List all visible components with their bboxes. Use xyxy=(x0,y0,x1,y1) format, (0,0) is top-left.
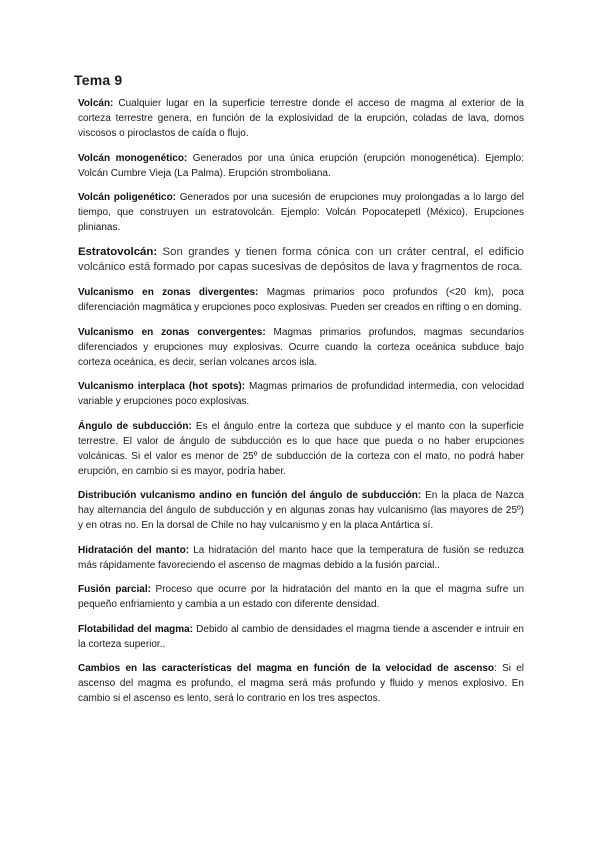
entry-text: Son grandes y tienen forma cónica con un cráter central, el edificio volcánico está formado por capas sucesivas de depósitos de lava y fragmentos de roca. xyxy=(78,245,524,273)
entry-volcan xyxy=(78,96,524,141)
entry-term: Ángulo de subducción: xyxy=(78,420,192,432)
entry-fusion-parcial xyxy=(78,582,524,612)
entry-term: Vulcanismo interplaca (hot spots): xyxy=(78,381,246,392)
page-title: Tema 9 xyxy=(74,72,123,88)
entry-term: Vulcanismo en zonas divergentes: xyxy=(78,287,259,298)
entry-text: Generados por una única erupción (erupción monogenética). Ejemplo: Volcán Cumbre Vieja (La Palma). Erupción stromboliana. xyxy=(78,152,524,179)
entry-term: Flotabilidad del magma: xyxy=(78,623,194,635)
entry-term: Volcán poligenético: xyxy=(78,192,177,203)
entry-text: Magmas primarios de profundidad intermedia, con velocidad variable y erupciones poco explosivas. xyxy=(78,381,525,407)
entry-estratovolcan xyxy=(78,245,524,276)
entry-term: Vulcanismo en zonas convergentes: xyxy=(78,326,266,338)
entry-term: Volcán monogenético: xyxy=(78,152,188,164)
entry-text: La hidratación del manto hace que la temperatura de fusión se reduzca más rápidamente favoreciendo el ascenso de magmas debido a la fusión parcial.. xyxy=(78,544,524,571)
entry-text: : Si el ascenso del magma es profundo, el magma será más profundo y fluido y menos explosivo. En cambio si el ascenso es lento, será lo contrario en los tres aspectos. xyxy=(78,663,525,704)
entry-hidratacion-manto xyxy=(78,543,524,573)
entry-term: Volcán: xyxy=(78,98,114,109)
entry-text: Cualquier lugar en la superficie terrestre donde el acceso de magma al exterior de la corteza terrestre genera, en función de la explosividad de la erupción, coladas de lava, domos viscosos o piroclastos de caída o flujo. xyxy=(78,98,524,139)
entry-volcan-poligenetico xyxy=(78,190,524,235)
entry-zonas-divergentes xyxy=(78,285,524,315)
entry-term: Distribución vulcanismo andino en función del ángulo de subducción: xyxy=(78,490,422,501)
entry-term: Hidratación del manto: xyxy=(78,544,190,556)
entry-zonas-convergentes xyxy=(78,325,524,370)
entry-term: Cambios en las características del magma en función de la velocidad de ascenso xyxy=(78,663,495,674)
entry-volcan-monogenetico xyxy=(78,151,524,181)
entry-distribucion-andino xyxy=(78,488,524,533)
entry-text: Magmas primarios profundos, magmas secundarios diferenciados y erupciones muy explosivas. Ocurre cuando la corteza oceánica subduce bajo corteza oceánica, es decir, serían volcanes arcos isla. xyxy=(78,326,524,368)
entry-text: En la placa de Nazca hay alternancia del ángulo de subducción y en algunas zonas hay vulcanismo (las mayores de 25º) y en otras no. En la dorsal de Chile no hay vulcanismo y en la placa Antártica sí. xyxy=(78,490,524,531)
definition-list xyxy=(78,96,524,716)
entry-text: Magmas primarios poco profundos (<20 km), poca diferenciación magmática y erupciones poco explosivas. Pueden ser creados en rifting o en doming. xyxy=(78,287,524,313)
entry-angulo-subduccion xyxy=(78,419,524,479)
entry-cambios-magma xyxy=(78,661,524,706)
entry-vulcanismo-interplaca xyxy=(78,379,524,409)
entry-term: Estratovolcán: xyxy=(78,245,158,258)
entry-flotabilidad-magma xyxy=(78,622,524,652)
entry-text: Es el ángulo entre la corteza que subduce y el manto con la superficie terrestre. El valor de ángulo de subducción es lo que hace que pueda o no haber erupciones volcánicas. Si el valor es menor de 25º de subducción de la corteza con el mato, no podrá haber erupción, en cambio si es mayor, podría haber. xyxy=(78,420,524,477)
entry-text: Debido al cambio de densidades el magma tiende a ascender e intruir en la corteza superior.. xyxy=(78,623,524,650)
entry-term: Fusión parcial: xyxy=(78,584,151,595)
entry-text: Generados por una sucesión de erupciones muy prolongadas a lo largo del tiempo, que construyen un estratovolcán. Ejemplo: Volcán Popocatepetl (México). Erupciones plinianas. xyxy=(78,192,525,233)
entry-text: Proceso que ocurre por la hidratación del manto en la que el magma sufre un pequeño enfriamiento y cambia a un estado con diferente densidad. xyxy=(78,584,524,610)
